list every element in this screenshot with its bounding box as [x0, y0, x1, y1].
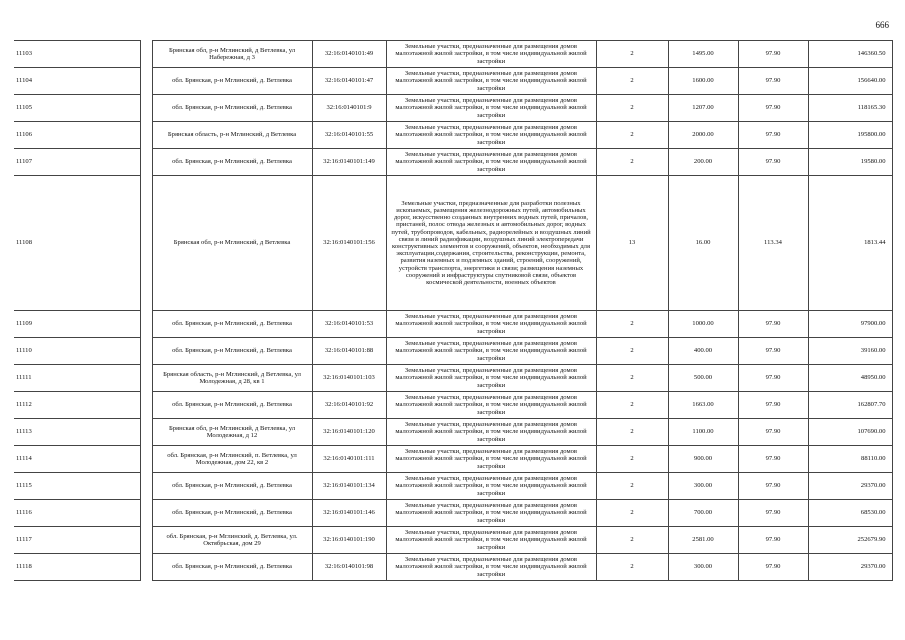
land-use-cell: Земельные участки, предназначенные для размещения домов малоэтажной жилой застройки, в том числе индивидуальной жилой застройки: [386, 41, 596, 68]
cadastral-number-cell: 32:16:0140101:134: [312, 473, 386, 500]
area-cell: 1495.00: [668, 41, 738, 68]
address-cell: обл. Брянская, р-н Мглинский, д. Ветлевка: [152, 95, 312, 122]
land-use-cell: Земельные участки, предназначенные для размещения домов малоэтажной жилой застройки, в том числе индивидуальной жилой застройки: [386, 149, 596, 176]
spacer-cell: [140, 554, 152, 581]
category-cell: 2: [596, 149, 668, 176]
cadastral-value-cell: 107690.00: [808, 419, 892, 446]
table-row: [14, 554, 892, 581]
spacer-cell: [140, 473, 152, 500]
table-row: [14, 419, 892, 446]
unit-value-cell: 97.90: [738, 554, 808, 581]
row-number: 11103: [14, 41, 140, 68]
category-cell: 2: [596, 500, 668, 527]
cadastral-number-cell: 32:16:0140101:92: [312, 392, 386, 419]
row-number: 11112: [14, 392, 140, 419]
unit-value-cell: 97.90: [738, 338, 808, 365]
cadastral-number-cell: 32:16:0140101:103: [312, 365, 386, 392]
area-cell: 200.00: [668, 149, 738, 176]
cadastral-value-cell: 29370.00: [808, 554, 892, 581]
cadastral-number-cell: 32:16:0140101:146: [312, 500, 386, 527]
table-row: [14, 41, 892, 68]
spacer-cell: [140, 95, 152, 122]
unit-value-cell: 97.90: [738, 527, 808, 554]
unit-value-cell: 97.90: [738, 122, 808, 149]
category-cell: 2: [596, 122, 668, 149]
category-cell: 2: [596, 446, 668, 473]
table-row: [14, 338, 892, 365]
cadastral-value-cell: 19580.00: [808, 149, 892, 176]
unit-value-cell: 113.34: [738, 176, 808, 311]
unit-value-cell: 97.90: [738, 41, 808, 68]
unit-value-cell: 97.90: [738, 149, 808, 176]
address-cell: обл. Брянская, р-н Мглинский, д. Ветлевка: [152, 311, 312, 338]
area-cell: 1000.00: [668, 311, 738, 338]
cadastral-value-cell: 97900.00: [808, 311, 892, 338]
category-cell: 13: [596, 176, 668, 311]
land-use-cell: Земельные участки, предназначенные для размещения домов малоэтажной жилой застройки, в том числе индивидуальной жилой застройки: [386, 95, 596, 122]
land-use-cell: Земельные участки, предназначенные для размещения домов малоэтажной жилой застройки, в том числе индивидуальной жилой застройки: [386, 338, 596, 365]
cadastral-number-cell: 32:16:0140101:156: [312, 176, 386, 311]
spacer-cell: [140, 338, 152, 365]
cadastral-value-cell: 162807.70: [808, 392, 892, 419]
table-row: [14, 176, 892, 311]
category-cell: 2: [596, 419, 668, 446]
land-use-cell: Земельные участки, предназначенные для размещения домов малоэтажной жилой застройки, в том числе индивидуальной жилой застройки: [386, 122, 596, 149]
category-cell: 2: [596, 311, 668, 338]
land-use-cell: Земельные участки, предназначенные для размещения домов малоэтажной жилой застройки, в том числе индивидуальной жилой застройки: [386, 311, 596, 338]
spacer-cell: [140, 311, 152, 338]
unit-value-cell: 97.90: [738, 473, 808, 500]
page-number: 666: [875, 20, 889, 30]
area-cell: 1600.00: [668, 68, 738, 95]
address-cell: обл. Брянская, р-н Мглинский, п. Ветлевка, ул Молодежная, дом 22, кв 2: [152, 446, 312, 473]
area-cell: 500.00: [668, 365, 738, 392]
table-row: [14, 500, 892, 527]
land-use-cell: Земельные участки, предназначенные для размещения домов малоэтажной жилой застройки, в том числе индивидуальной жилой застройки: [386, 527, 596, 554]
spacer-cell: [140, 446, 152, 473]
category-cell: 2: [596, 527, 668, 554]
address-cell: обл. Брянская, р-н Мглинский, д. Ветлевка: [152, 554, 312, 581]
category-cell: 2: [596, 554, 668, 581]
land-use-cell: Земельные участки, предназначенные для размещения домов малоэтажной жилой застройки, в том числе индивидуальной жилой застройки: [386, 554, 596, 581]
address-cell: обл. Брянская, р-н Мглинский, д. Ветлевка: [152, 338, 312, 365]
area-cell: 1663.00: [668, 392, 738, 419]
cadastral-number-cell: 32:16:0140101:120: [312, 419, 386, 446]
land-use-cell: Земельные участки, предназначенные для размещения домов малоэтажной жилой застройки, в том числе индивидуальной жилой застройки: [386, 500, 596, 527]
unit-value-cell: 97.90: [738, 446, 808, 473]
cadastral-number-cell: 32:16:0140101:55: [312, 122, 386, 149]
unit-value-cell: 97.90: [738, 365, 808, 392]
cadastral-value-cell: 118165.30: [808, 95, 892, 122]
unit-value-cell: 97.90: [738, 500, 808, 527]
table-row: [14, 473, 892, 500]
address-cell: Брянская обл, р-н Мглинский, д Ветлевка, ул Молодежная, д 12: [152, 419, 312, 446]
address-cell: Брянская область, р-н Мглинский, д Ветлевка: [152, 122, 312, 149]
row-number: 11110: [14, 338, 140, 365]
spacer-cell: [140, 68, 152, 95]
category-cell: 2: [596, 473, 668, 500]
table-row: [14, 392, 892, 419]
spacer-cell: [140, 527, 152, 554]
area-cell: 2581.00: [668, 527, 738, 554]
table-row: [14, 365, 892, 392]
cadastral-value-cell: 48950.00: [808, 365, 892, 392]
address-cell: обл. Брянская, р-н Мглинский, д. Ветлевка, ул. Октябрьская, дом 29: [152, 527, 312, 554]
table-row: [14, 527, 892, 554]
cadastral-value-cell: 39160.00: [808, 338, 892, 365]
land-use-cell: Земельные участки, предназначенные для размещения домов малоэтажной жилой застройки, в том числе индивидуальной жилой застройки: [386, 446, 596, 473]
area-cell: 300.00: [668, 473, 738, 500]
area-cell: 16.00: [668, 176, 738, 311]
row-number: 11107: [14, 149, 140, 176]
unit-value-cell: 97.90: [738, 392, 808, 419]
category-cell: 2: [596, 41, 668, 68]
cadastral-value-cell: 88110.00: [808, 446, 892, 473]
spacer-cell: [140, 122, 152, 149]
area-cell: 300.00: [668, 554, 738, 581]
cadastral-number-cell: 32:16:0140101:98: [312, 554, 386, 581]
address-cell: обл. Брянская, р-н Мглинский, д. Ветлевка: [152, 392, 312, 419]
cadastral-number-cell: 32:16:0140101:9: [312, 95, 386, 122]
address-cell: Брянская обл, р-н Мглинский, д Ветлевка: [152, 176, 312, 311]
cadastral-value-cell: 195800.00: [808, 122, 892, 149]
category-cell: 2: [596, 338, 668, 365]
category-cell: 2: [596, 365, 668, 392]
spacer-cell: [140, 149, 152, 176]
cadastral-number-cell: 32:16:0140101:49: [312, 41, 386, 68]
row-number: 11118: [14, 554, 140, 581]
address-cell: Брянская область, р-н Мглинский, д Ветлевка, ул Молодежная, д 28, кв 1: [152, 365, 312, 392]
spacer-cell: [140, 41, 152, 68]
cadastral-number-cell: 32:16:0140101:111: [312, 446, 386, 473]
spacer-cell: [140, 500, 152, 527]
address-cell: Брянская обл, р-н Мглинский, д Ветлевка, ул Набережная, д 3: [152, 41, 312, 68]
spacer-cell: [140, 176, 152, 311]
cadastral-number-cell: 32:16:0140101:53: [312, 311, 386, 338]
land-use-cell: Земельные участки, предназначенные для размещения домов малоэтажной жилой застройки, в том числе индивидуальной жилой застройки: [386, 68, 596, 95]
row-number: 11105: [14, 95, 140, 122]
land-use-cell: Земельные участки, предназначенные для размещения домов малоэтажной жилой застройки, в том числе индивидуальной жилой застройки: [386, 392, 596, 419]
address-cell: обл. Брянская, р-н Мглинский, д. Ветлевка: [152, 149, 312, 176]
cadastral-value-cell: 156640.00: [808, 68, 892, 95]
cadastral-value-cell: 1813.44: [808, 176, 892, 311]
cadastral-number-cell: 32:16:0140101:190: [312, 527, 386, 554]
table-body: [14, 41, 892, 581]
row-number: 11108: [14, 176, 140, 311]
table-row: [14, 95, 892, 122]
area-cell: 400.00: [668, 338, 738, 365]
row-number: 11114: [14, 446, 140, 473]
row-number: 11117: [14, 527, 140, 554]
table-row: [14, 122, 892, 149]
row-number: 11115: [14, 473, 140, 500]
category-cell: 2: [596, 95, 668, 122]
cadastral-value-cell: 146360.50: [808, 41, 892, 68]
cadastral-value-cell: 68530.00: [808, 500, 892, 527]
row-number: 11113: [14, 419, 140, 446]
land-plots-table: [14, 40, 893, 581]
table-row: [14, 68, 892, 95]
table-row: [14, 446, 892, 473]
cadastral-value-cell: 252679.90: [808, 527, 892, 554]
land-use-cell: Земельные участки, предназначенные для размещения домов малоэтажной жилой застройки, в том числе индивидуальной жилой застройки: [386, 365, 596, 392]
unit-value-cell: 97.90: [738, 311, 808, 338]
land-use-cell: Земельные участки, предназначенные для разработки полезных ископаемых, размещения железнодорожных путей, автомобильных дорог, искусственно созданных внутренних водных путей, причалов, пристаней, полос отвода железных и автомобильных дорог, водных путей, трубопроводов, кабельных, радиорелейных и воздушных линий связи и линий радиофикации, воздушных линий электропередачи конструктивных элементов и сооружений, объектов, необходимых для эксплуатации,содержания, строительства, реконструкции, ремонта, развития наземных и подземных зданий, строений, сооружений, устройств транспорта, энергетики и связи; размещения наземных сооружений и инфраструктуры спутниковой связи, объектов космической деятельности, военных объектов: [386, 176, 596, 311]
spacer-cell: [140, 365, 152, 392]
unit-value-cell: 97.90: [738, 95, 808, 122]
row-number: 11116: [14, 500, 140, 527]
spacer-cell: [140, 419, 152, 446]
row-number: 11104: [14, 68, 140, 95]
area-cell: 1100.00: [668, 419, 738, 446]
table-row: [14, 311, 892, 338]
spacer-cell: [140, 392, 152, 419]
address-cell: обл. Брянская, р-н Мглинский, д. Ветлевка: [152, 68, 312, 95]
area-cell: 900.00: [668, 446, 738, 473]
land-use-cell: Земельные участки, предназначенные для размещения домов малоэтажной жилой застройки, в том числе индивидуальной жилой застройки: [386, 473, 596, 500]
address-cell: обл. Брянская, р-н Мглинский, д. Ветлевка: [152, 473, 312, 500]
area-cell: 1207.00: [668, 95, 738, 122]
area-cell: 700.00: [668, 500, 738, 527]
cadastral-number-cell: 32:16:0140101:47: [312, 68, 386, 95]
unit-value-cell: 97.90: [738, 68, 808, 95]
cadastral-number-cell: 32:16:0140101:149: [312, 149, 386, 176]
area-cell: 2000.00: [668, 122, 738, 149]
address-cell: обл. Брянская, р-н Мглинский, д. Ветлевка: [152, 500, 312, 527]
row-number: 11109: [14, 311, 140, 338]
category-cell: 2: [596, 392, 668, 419]
cadastral-number-cell: 32:16:0140101:88: [312, 338, 386, 365]
category-cell: 2: [596, 68, 668, 95]
cadastral-value-cell: 29370.00: [808, 473, 892, 500]
land-use-cell: Земельные участки, предназначенные для размещения домов малоэтажной жилой застройки, в том числе индивидуальной жилой застройки: [386, 419, 596, 446]
row-number: 11106: [14, 122, 140, 149]
table-row: [14, 149, 892, 176]
row-number: 11111: [14, 365, 140, 392]
unit-value-cell: 97.90: [738, 419, 808, 446]
